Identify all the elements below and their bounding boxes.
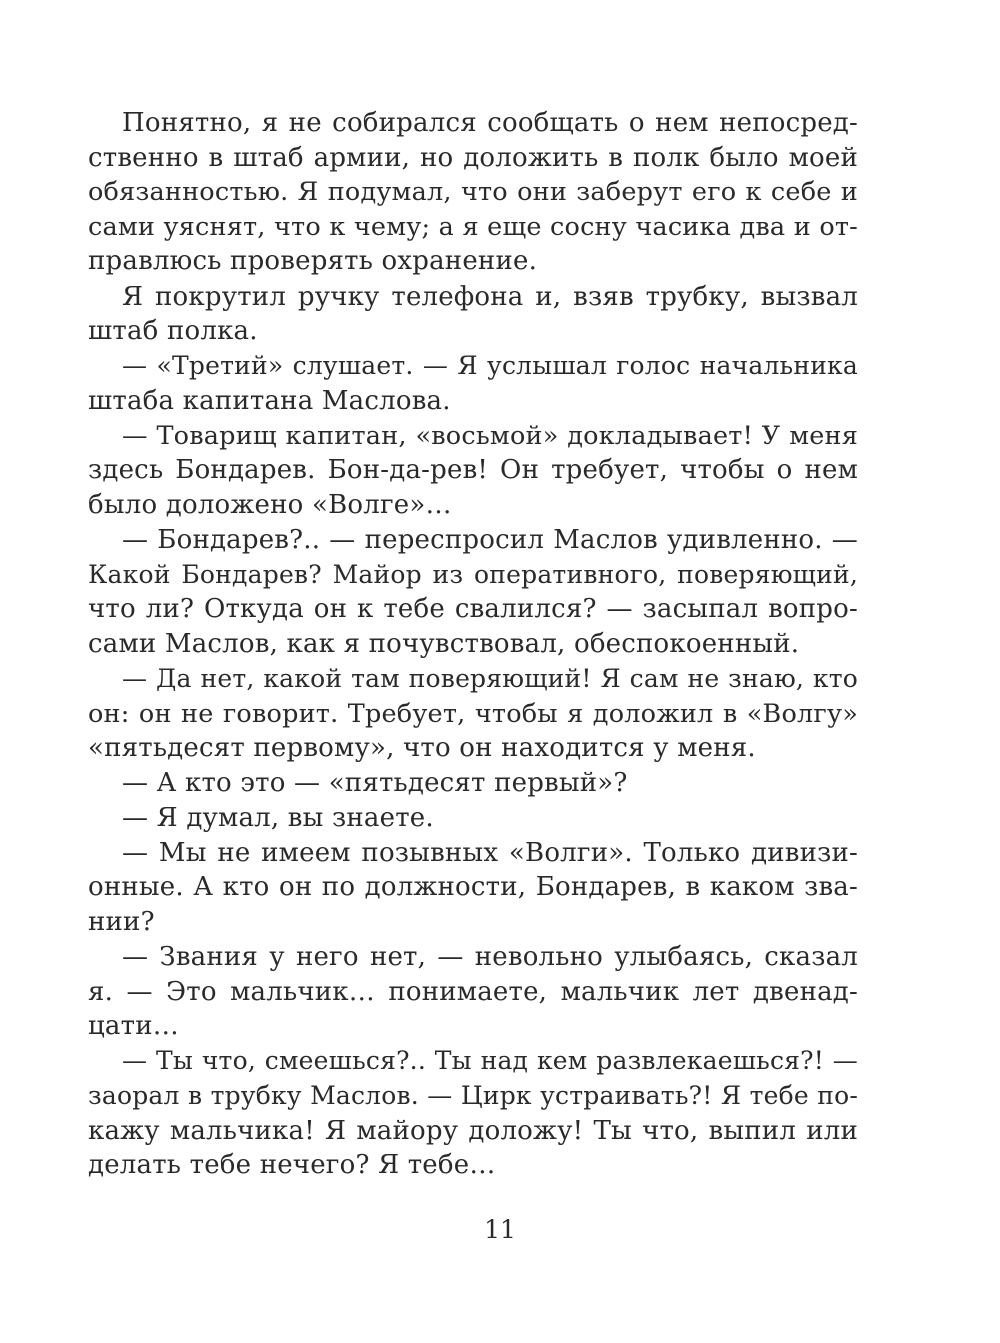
text-line: сами уяснят, что к чему; а я еще сосну часика два и от-: [88, 212, 858, 242]
text-line: правлюсь проверять охранение.: [88, 246, 538, 276]
text-line: что ли? Откуда он к тебе свалился? — засыпал вопро-: [88, 594, 858, 624]
text-line: «пятьдесят первому», что он находится у меня.: [88, 733, 756, 763]
page-number: 11: [484, 1215, 516, 1244]
text-line: — Звания у него нет, — невольно улыбаясь, сказал: [122, 942, 858, 972]
text-line: Какой Бондарев? Майор из оперативного, поверяющий,: [88, 560, 858, 589]
text-line: — Мы не имеем позывных «Волги». Только дивизи-: [122, 838, 858, 868]
text-line: — Я думал, вы знаете.: [122, 803, 434, 833]
text-line: — Да нет, какой там поверяющий! Я сам не знаю, кто: [122, 664, 858, 693]
text-line: цати…: [88, 1011, 179, 1041]
text-line: — Товарищ капитан, «восьмой» докладывает! У меня: [122, 421, 858, 451]
text-line: онные. А кто он по должности, Бондарев, в каком зва-: [88, 872, 858, 902]
text-line: — А кто это — «пятьдесят первый»?: [122, 768, 628, 798]
text-line: нии?: [88, 907, 155, 937]
text-line: — Бондарев?.. — переспросил Маслов удивленно. —: [122, 525, 858, 555]
text-line: заорал в трубку Маслов. — Цирк устраивать?! Я тебе по-: [88, 1081, 858, 1110]
text-line: делать тебе нечего? Я тебе…: [88, 1150, 496, 1180]
text-line: Я покрутил ручку телефона и, взяв трубку, вызвал: [122, 282, 858, 312]
text-line: кажу мальчика! Я майору доложу! Ты что, выпил или: [88, 1116, 858, 1146]
text-line: я. — Это мальчик… понимаете, мальчик лет двенад-: [88, 977, 858, 1007]
text-line: — Ты что, смеешься?.. Ты над кем развлекаешься?! —: [122, 1046, 858, 1075]
text-line: штаб полка.: [88, 316, 258, 346]
text-line: — «Третий» слушает. — Я услышал голос начальника: [122, 351, 858, 380]
text-line: обязанностью. Я подумал, что они заберут его к себе и: [88, 177, 858, 207]
text-line: он: он не говорит. Требует, чтобы я доложил в «Волгу»: [88, 699, 858, 729]
text-line: было доложено «Волге»…: [88, 490, 452, 520]
text-line: Понятно, я не собирался сообщать о нем непосред-: [122, 108, 858, 138]
text-line: штаба капитана Маслова.: [88, 386, 451, 416]
text-line: здесь Бондарев. Бон-да-рев! Он требует, чтобы о нем: [88, 455, 858, 485]
text-line: ственно в штаб армии, но доложить в полк было моей: [88, 143, 858, 173]
text-line: сами Маслов, как я почувствовал, обеспокоенный.: [88, 629, 800, 659]
